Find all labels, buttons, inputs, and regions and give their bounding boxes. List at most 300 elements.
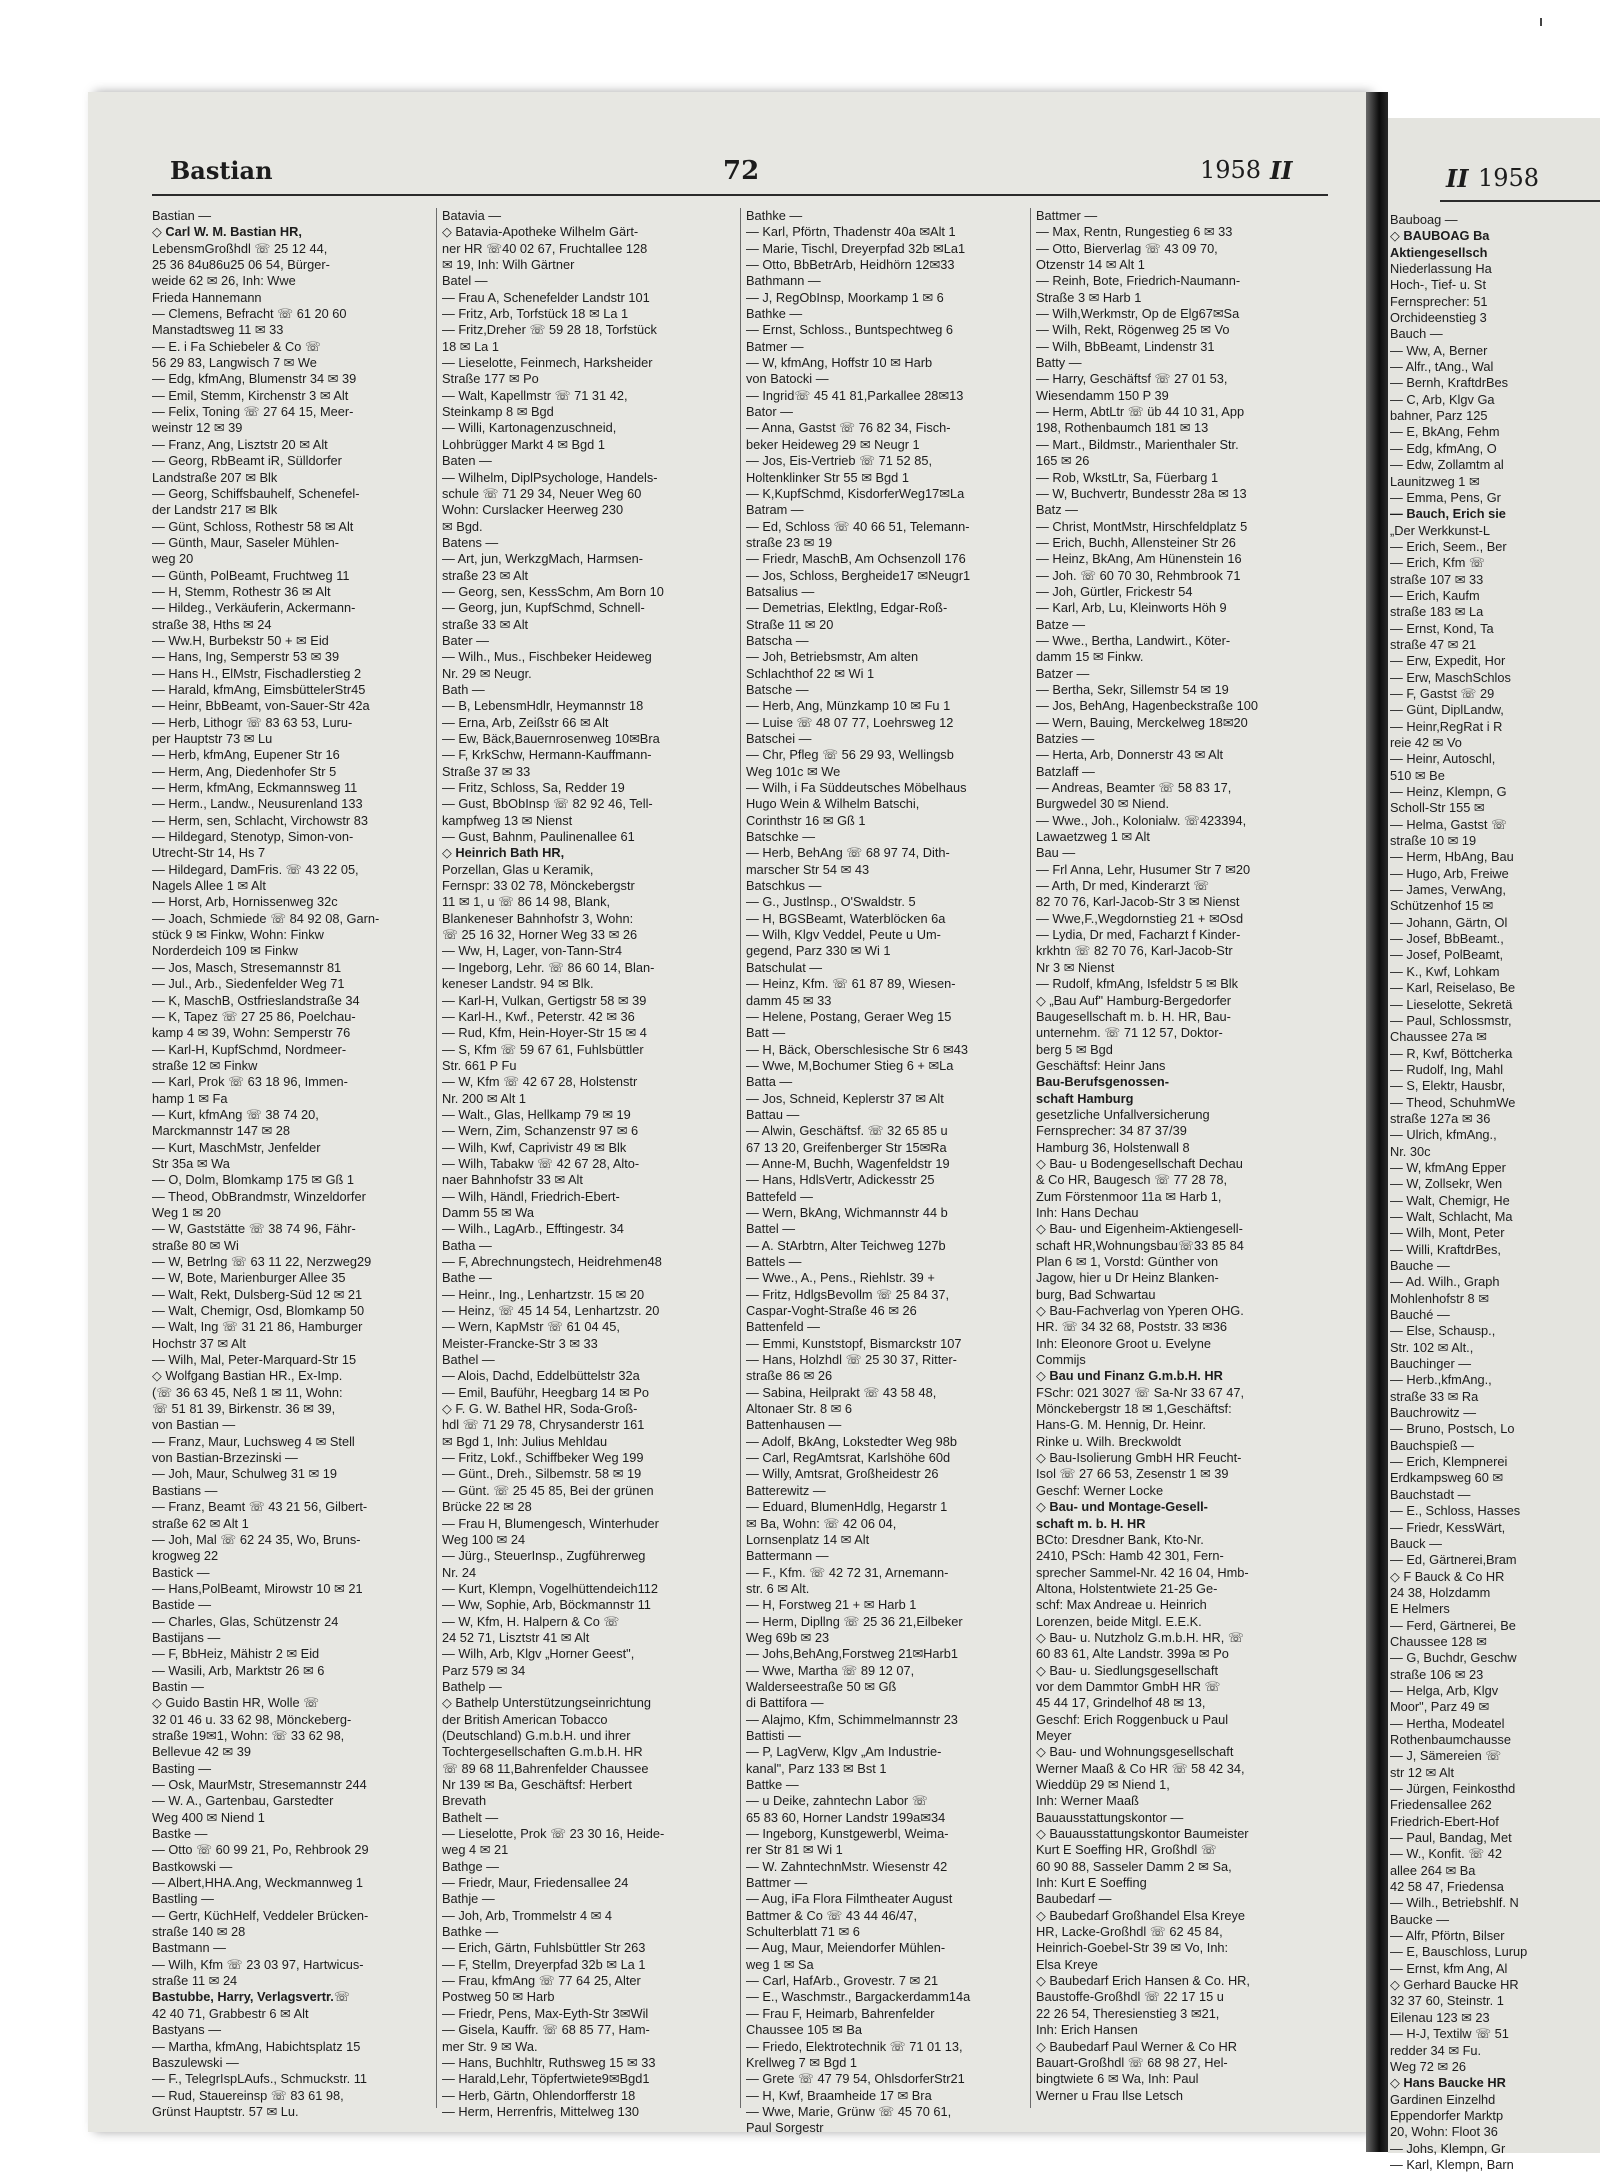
- directory-entry-line: ✉ Ba, Wohn: ☏ 42 06 04,: [746, 1515, 897, 1531]
- directory-entry-line: — Eduard, BlumenHdlg, Hegarstr 1: [746, 1499, 948, 1515]
- directory-entry-line: — Ingeborg, Kunstgewerbl, Weima-: [746, 1826, 949, 1842]
- directory-entry-line: Mohlenhofstr 8 ✉: [1390, 1290, 1489, 1306]
- directory-entry-line: Heinrich-Goebel-Str 39 ✉ Vo, Inh:: [1036, 1940, 1229, 1956]
- directory-entry-line: — S, Elektr, Hausbr,: [1390, 1078, 1506, 1094]
- directory-entry-line: — Bertha, Sekr, Sillemstr 54 ✉ 19: [1036, 681, 1229, 697]
- directory-entry-line: — W. A., Gartenbau, Garstedter: [152, 1793, 334, 1809]
- directory-entry-line: — Hildegard, DamFris. ☏ 43 22 05,: [152, 861, 359, 877]
- directory-entry-line: — Herb, BehAng ☏ 68 97 74, Dith-: [746, 845, 950, 861]
- directory-entry-line: — Jul., Arb., Siedenfelder Weg 71: [152, 976, 345, 992]
- directory-entry-line: — Fritz,Dreher ☏ 59 28 18, Torfstück: [442, 322, 657, 338]
- directory-entry-line: — F., TelegrIspLAufs., Schmuckstr. 11: [152, 2071, 368, 2087]
- directory-entry-line: 2410, PSch: Hamb 42 301, Fern-: [1036, 1548, 1224, 1564]
- directory-entry-line: 67 13 20, Greifenberger Str 15✉Ra: [746, 1139, 947, 1155]
- directory-entry-line: Krellweg 7 ✉ Bgd 1: [746, 2054, 858, 2070]
- directory-entry-line: — Wwe,F.,Wegdornstieg 21 + ✉Osd: [1036, 910, 1244, 926]
- directory-entry-line: Nr. 29 ✉ Neugr.: [442, 665, 532, 681]
- directory-entry-line: weg 20: [152, 551, 194, 567]
- directory-entry-line: — J, RegObInsp, Moorkamp 1 ✉ 6: [746, 289, 944, 305]
- directory-entry-line: — Jos, Masch, Stresemannstr 81: [152, 959, 342, 975]
- directory-entry-line: marscher Str 54 ✉ 43: [746, 861, 870, 877]
- directory-entry-line: kamp 4 ✉ 39, Wohn: Semperstr 76: [152, 1025, 351, 1041]
- directory-entry-line: Batschkus —: [746, 878, 822, 894]
- directory-entry-line: — Johs, Klempn, Gr: [1390, 2140, 1506, 2156]
- directory-entry-line: straße 106 ✉ 23: [1390, 1666, 1484, 1682]
- directory-entry-line: — Günt., Dreh., Silbemstr. 58 ✉ 19: [442, 1466, 642, 1482]
- directory-entry-line: — Heinz, Klempn, G: [1390, 784, 1507, 800]
- directory-entry-line: — W. ZahntechnMstr. Wiesenstr 42: [746, 1858, 948, 1874]
- directory-entry-line: Inh: Erich Hansen: [1036, 2022, 1138, 2038]
- directory-entry-line: — Otto, BbBetrArb, Heidhörn 12✉33: [746, 257, 955, 273]
- directory-entry-line: — Anne-M, Buchh, Wagenfeldstr 19: [746, 1155, 950, 1171]
- directory-entry-line: straße 12 ✉ Finkw: [152, 1057, 258, 1073]
- directory-entry-line: — Frau, kfmAng ☏ 77 64 25, Alter: [442, 1973, 641, 1989]
- directory-entry-line: — S, Kfm ☏ 59 67 61, Fuhlsbüttler: [442, 1041, 644, 1057]
- directory-entry-line: — Hildeg., Verkäuferin, Ackermann-: [152, 600, 356, 616]
- directory-entry-line: Bellevue 42 ✉ 39: [152, 1744, 251, 1760]
- directory-entry-line: — Hans, Ing, Semperstr 53 ✉ 39: [152, 649, 340, 665]
- directory-entry-line: 11 ✉ 1, u ☏ 86 14 98, Blank,: [442, 894, 611, 910]
- directory-entry-line: — Gisela, Kauffr. ☏ 68 85 77, Ham-: [442, 2022, 650, 2038]
- directory-entry-line: — K,KupfSchmd, KisdorferWeg17✉La: [746, 485, 965, 501]
- directory-entry-line: weg 4 ✉ 21: [442, 1842, 509, 1858]
- directory-entry-line: — Ingrid☏ 45 41 81,Parkallee 28✉13: [746, 387, 964, 403]
- directory-entry-line: ◇ Guido Bastin HR, Wolle ☏: [152, 1695, 320, 1711]
- directory-entry-line: Fernspr: 33 02 78, Mönckebergstr: [442, 878, 635, 894]
- directory-entry-line: Bauchstadt —: [1390, 1486, 1471, 1502]
- directory-entry-line: — Herb, Lithogr ☏ 83 63 53, Luru-: [152, 714, 353, 730]
- directory-entry-line: Battau —: [746, 1106, 800, 1122]
- directory-entry-line: Batha —: [442, 1237, 492, 1253]
- directory-entry-line: — H, Stemm, Rothestr 36 ✉ Alt: [152, 583, 331, 599]
- directory-entry-line: Grünst Hauptstr. 57 ✉ Lu.: [152, 2103, 299, 2119]
- directory-entry-line: — Ed, Schloss ☏ 40 66 51, Telemann-: [746, 518, 970, 534]
- directory-entry-line: bingtwiete 6 ✉ Wa, Inh: Paul: [1036, 2071, 1199, 2087]
- directory-entry-line: — Felix, Toning ☏ 27 64 15, Meer-: [152, 404, 354, 420]
- directory-entry-line: — Wwe, M,Bochumer Stieg 6 + ✉La: [746, 1057, 954, 1073]
- directory-entry-line: Bator —: [746, 404, 793, 420]
- directory-entry-line: Schulterblatt 71 ✉ 6: [746, 1924, 860, 1940]
- book-gutter: [1366, 92, 1388, 2152]
- directory-entry-line: — H, Bäck, Oberschlesische Str 6 ✉43: [746, 1041, 968, 1057]
- directory-entry-line: — Horst, Arb, Hornissenweg 32c: [152, 894, 338, 910]
- directory-entry-line: — Herta, Arb, Donnerstr 43 ✉ Alt: [1036, 747, 1224, 763]
- directory-entry-line: — Günt. ☏ 25 45 85, Bei der grünen: [442, 1482, 654, 1498]
- directory-entry-line: ◇ Heinrich Bath HR,: [442, 845, 565, 861]
- directory-entry-line: — Fritz, Lokf., Schiffbeker Weg 199: [442, 1450, 644, 1466]
- directory-entry-line: straße 38, Hths ✉ 24: [152, 616, 272, 632]
- directory-entry-line: Altona, Holstentwiete 21-25 Ge-: [1036, 1580, 1218, 1596]
- directory-entry-line: — Wilh, Kwf, Caprivistr 49 ✉ Blk: [442, 1139, 627, 1155]
- directory-entry-line: — F, Abrechnungstech, Heidrehmen48: [442, 1254, 662, 1269]
- directory-entry-line: (Deutschland) G.m.b.H. und ihrer: [442, 1727, 631, 1743]
- directory-entry-line: Bathe —: [442, 1270, 492, 1286]
- directory-entry-line: ◇ Hans Baucke HR: [1390, 2075, 1506, 2091]
- directory-entry-line: schule ☏ 71 29 34, Neuer Weg 60: [442, 485, 642, 501]
- directory-entry-line: — Lieselotte, Sekretä: [1390, 996, 1513, 1012]
- directory-entry-line: — Heinz, BkAng, Am Hünenstein 16: [1036, 551, 1242, 567]
- directory-entry-line: 510 ✉ Be: [1390, 767, 1445, 783]
- directory-entry-line: — Carl, RegAmtsrat, Karlshöhe 60d: [746, 1450, 951, 1466]
- directory-entry-line: — Wilh., Betriebshlf. N: [1390, 1895, 1519, 1911]
- directory-entry-line: — C, Arb, Klgv Ga: [1390, 391, 1495, 407]
- directory-entry-line: Battel —: [746, 1221, 796, 1237]
- directory-entry-line: Commijs: [1036, 1352, 1086, 1368]
- directory-entry-line: 65 83 60, Horner Landstr 199a✉34: [746, 1809, 946, 1825]
- directory-entry-line: — F, Gastst ☏ 29: [1390, 685, 1495, 701]
- directory-entry-line: — Heinz, ☏ 45 14 54, Lenhartzstr. 20: [442, 1303, 660, 1319]
- directory-entry-line: — Aug, Maur, Meiendorfer Mühlen-: [746, 1940, 946, 1956]
- right-header-rule: [1440, 200, 1600, 202]
- directory-entry-line: stück 9 ✉ Finkw, Wohn: Finkw: [152, 927, 324, 943]
- directory-entry-line: — Walt., Glas, Hellkamp 79 ✉ 19: [442, 1106, 631, 1122]
- directory-entry-line: — Günth, Maur, Saseler Mühlen-: [152, 534, 340, 550]
- directory-entry-line: ◇ Bauausstattungskontor Baumeister: [1036, 1826, 1249, 1842]
- directory-entry-line: — Erw, MaschSchlos: [1390, 669, 1511, 685]
- directory-entry-line: reie 42 ✉ Vo: [1390, 735, 1462, 750]
- directory-entry-line: — Georg, Schiffsbauhelf, Schenefel-: [152, 485, 360, 501]
- directory-entry-line: berg 5 ✉ Bgd: [1036, 1041, 1113, 1057]
- directory-entry-line: ☏ 51 81 39, Birkenstr. 36 ✉ 39,: [152, 1401, 336, 1417]
- column-divider: [436, 208, 437, 2108]
- directory-entry-line: Moor", Parz 49 ✉: [1390, 1699, 1490, 1715]
- directory-entry-line: sprecher Sammel-Nr. 42 16 04, Hmb-: [1036, 1564, 1249, 1580]
- directory-entry-line: — W, Kfm, H. Halpern & Co ☏: [442, 1613, 620, 1629]
- directory-entry-line: — Willy, Amtsrat, Großheidestr 26: [746, 1466, 939, 1482]
- directory-entry-line: — Josef, PolBeamt,: [1390, 947, 1504, 963]
- directory-entry-line: ◇ Bau und Finanz G.m.b.H. HR: [1036, 1368, 1223, 1384]
- directory-entry-line: — Karl, Klempn, Barn: [1390, 2156, 1514, 2172]
- directory-entry-line: Utrecht-Str 14, Hs 7: [152, 845, 266, 861]
- directory-entry-line: — Heinz, Kfm. ☏ 61 87 89, Wiesen-: [746, 976, 956, 992]
- directory-entry-line: Bastijans —: [152, 1629, 221, 1645]
- directory-entry-line: Bathke —: [442, 1924, 499, 1940]
- directory-entry-line: Damm 55 ✉ Wa: [442, 1204, 535, 1220]
- directory-entry-line: — Erich, Kfm ☏: [1390, 555, 1485, 571]
- directory-entry-line: Elsa Kreye: [1036, 1956, 1098, 1972]
- directory-entry-line: Weg 400 ✉ Niend 1: [152, 1809, 265, 1825]
- directory-entry-line: Bathmann —: [746, 273, 821, 289]
- directory-entry-line: straße 140 ✉ 28: [152, 1924, 246, 1940]
- directory-entry-line: Str. 661 P Fu: [442, 1057, 517, 1073]
- directory-entry-line: Str. 102 ✉ Alt.,: [1390, 1339, 1474, 1355]
- directory-entry-line: — Helene, Postang, Geraer Weg 15: [746, 1008, 952, 1024]
- directory-entry-line: — Edg, kfmAng, O: [1390, 440, 1497, 456]
- directory-entry-line: E Helmers: [1390, 1601, 1450, 1617]
- directory-entry-line: Marckmannstr 147 ✉ 28: [152, 1123, 291, 1139]
- directory-entry-line: Fernsprecher: 51: [1390, 293, 1488, 309]
- directory-entry-line: Caspar-Voght-Straße 46 ✉ 26: [746, 1303, 917, 1319]
- directory-entry-line: weide 62 ✉ 26, Inh: Wwe: [152, 273, 296, 289]
- directory-entry-line: — Else, Schausp.,: [1390, 1323, 1496, 1339]
- directory-entry-line: Bau-Berufsgenossen-: [1036, 1074, 1169, 1090]
- directory-entry-line: — Clemens, Befracht ☏ 61 20 60: [152, 306, 347, 322]
- directory-entry-line: — Jos, Schneid, Keplerstr 37 ✉ Alt: [746, 1090, 944, 1106]
- directory-entry-line: Lornsenplatz 14 ✉ Alt: [746, 1531, 870, 1547]
- directory-entry-line: straße 86 ✉ 26: [746, 1368, 833, 1384]
- directory-entry-line: Batavia —: [442, 208, 502, 223]
- directory-entry-line: Rinke u. Wilh. Breckwoldt: [1036, 1433, 1182, 1449]
- directory-entry-line: — Willi, KraftdrBes,: [1390, 1241, 1501, 1257]
- directory-entry-line: — Harald, kfmAng, EimsbüttelerStr45: [152, 681, 366, 697]
- directory-entry-line: — Herm., Landw., Neusurenland 133: [152, 796, 363, 812]
- header-year: 1958: [1200, 156, 1262, 184]
- directory-entry-line: — Joh. ☏ 60 70 30, Rehmbrook 71: [1036, 567, 1241, 583]
- directory-entry-line: von Batocki —: [746, 371, 829, 387]
- directory-entry-line: — Martha, kfmAng, Habichtsplatz 15: [152, 2038, 361, 2054]
- directory-entry-line: Chaussee 128 ✉: [1390, 1633, 1487, 1649]
- directory-entry-line: straße 19✉1, Wohn: ☏ 33 62 98,: [152, 1727, 345, 1743]
- directory-entry-line: Frieda Hannemann: [152, 289, 262, 305]
- directory-entry-line: — Karl-H., Kwf., Peterstr. 42 ✉ 36: [442, 1008, 635, 1024]
- directory-entry-line: — Günt, Schloss, Rothestr 58 ✉ Alt: [152, 518, 354, 534]
- directory-entry-line: Batschei —: [746, 731, 812, 746]
- directory-entry-line: 82 70 76, Karl-Jacob-Str 3 ✉ Nienst: [1036, 894, 1240, 910]
- directory-entry-line: ◇ Bau- und Wohnungsgesellschaft: [1036, 1744, 1234, 1760]
- directory-entry-line: — Wilh., Mus., Fischbeker Heideweg: [442, 649, 652, 665]
- directory-entry-line: — Max, Rentn, Rungestieg 6 ✉ 33: [1036, 224, 1233, 240]
- directory-entry-line: — Erw, Expedit, Hor: [1390, 653, 1506, 669]
- directory-entry-line: Inh: Kurt E Soeffing: [1036, 1875, 1147, 1891]
- entry-column-4: [1036, 208, 1304, 2113]
- directory-entry-line: — Frau A, Schenefelder Landstr 101: [442, 289, 650, 305]
- directory-entry-line: — Jos, Schloss, Bergheide17 ✉Neugr1: [746, 567, 971, 583]
- directory-entry-line: — W, kfmAng, Hoffstr 10 ✉ Harb: [746, 355, 933, 371]
- right-header-part: II: [1446, 164, 1469, 193]
- directory-entry-line: Battefeld —: [746, 1188, 813, 1204]
- directory-entry-line: Battmer —: [1036, 208, 1098, 223]
- directory-entry-line: — Emma, Pens, Gr: [1390, 489, 1501, 505]
- directory-entry-line: ◇ BAUBOAG Ba: [1390, 228, 1490, 244]
- directory-entry-line: Battels —: [746, 1254, 802, 1269]
- directory-entry-line: 42 40 71, Grabbestr 6 ✉ Alt: [152, 2005, 309, 2021]
- directory-entry-line: — Karl, Prok ☏ 63 18 96, Immen-: [152, 1074, 348, 1090]
- directory-entry-line: — Karl-H, KupfSchmd, Nordmeer-: [152, 1041, 347, 1057]
- directory-entry-line: 24 38, Holzdamm: [1390, 1584, 1491, 1600]
- directory-entry-line: Straße 37 ✉ 33: [442, 763, 531, 779]
- directory-entry-line: Hans-G. M. Hennig, Dr. Heinr.: [1036, 1417, 1206, 1433]
- directory-entry-line: Inh: Hans Dechau: [1036, 1204, 1139, 1220]
- directory-entry-line: — Hans, Holzhdl ☏ 25 30 37, Ritter-: [746, 1352, 957, 1368]
- directory-entry-line: — Mart., Bildmstr., Marienthaler Str.: [1036, 436, 1239, 452]
- directory-entry-line: — H, BGSBeamt, Waterblöcken 6a: [746, 910, 946, 926]
- directory-entry-line: Wieddüp 29 ✉ Niend 1,: [1036, 1777, 1170, 1792]
- directory-entry-line: — Lydia, Dr med, Facharzt f Kinder-: [1036, 927, 1241, 943]
- directory-entry-line: Parz 579 ✉ 34: [442, 1662, 526, 1678]
- directory-entry-line: — Georg, sen, KessSchm, Am Born 10: [442, 583, 664, 599]
- directory-entry-line: ◇ Bathelp Unterstützungseinrichtung: [442, 1695, 652, 1711]
- directory-entry-line: Geschf: Erich Roggenbuck u Paul: [1036, 1711, 1229, 1727]
- directory-entry-line: ◇ Carl W. M. Bastian HR,: [152, 224, 302, 240]
- directory-entry-line: — Joh, Arb, Trommelstr 4 ✉ 4: [442, 1907, 613, 1923]
- directory-entry-line: BCto: Dresdner Bank, Kto-Nr.: [1036, 1531, 1204, 1547]
- directory-entry-line: — Carl, HafArb., Grovestr. 7 ✉ 21: [746, 1973, 939, 1989]
- directory-entry-line: — Alois, Dachd, Eddelbüttelstr 32a: [442, 1368, 640, 1384]
- directory-entry-line: — Fritz, HdlgsBevollm ☏ 25 84 37,: [746, 1286, 950, 1302]
- directory-entry-line: LebensmGroßhdl ☏ 25 12 44,: [152, 240, 328, 256]
- directory-entry-line: — Herb, Gärtn, Ohlendorfferstr 18: [442, 2087, 636, 2103]
- directory-entry-line: Rothenbaumchausse: [1390, 1731, 1511, 1747]
- directory-entry-line: — F, Stellm, Dreyerpfad 32b ✉ La 1: [442, 1956, 646, 1972]
- directory-entry-line: — Rob, WkstLtr, Sa, Füerbarg 1: [1036, 469, 1219, 485]
- directory-entry-line: Batschulat —: [746, 959, 823, 975]
- directory-entry-line: — Wilh., LagArb., Efftingestr. 34: [442, 1221, 624, 1237]
- directory-entry-line: — Hans, Buchhltr, Ruthsweg 15 ✉ 33: [442, 2054, 656, 2070]
- directory-entry-line: Altonaer Str. 8 ✉ 6: [746, 1401, 853, 1417]
- directory-entry-line: Launitzweg 1 ✉: [1390, 473, 1480, 489]
- directory-entry-line: Basting —: [152, 1760, 212, 1776]
- directory-entry-line: Baucke —: [1390, 1911, 1450, 1927]
- directory-entry-line: damm 15 ✉ Finkw.: [1036, 649, 1144, 665]
- directory-entry-line: — Gertr, KüchHelf, Veddeler Brücken-: [152, 1907, 369, 1923]
- directory-entry-line: straße 23 ✉ 19: [746, 534, 833, 550]
- directory-entry-line: Bathje —: [442, 1891, 495, 1907]
- directory-entry-line: Batt —: [746, 1025, 786, 1041]
- directory-entry-line: Batzlaff —: [1036, 763, 1095, 779]
- directory-entry-line: — Ulrich, kfmAng.,: [1390, 1127, 1497, 1143]
- directory-entry-line: — Helga, Arb, Klgv: [1390, 1682, 1499, 1698]
- directory-entry-line: Battenfeld —: [746, 1319, 820, 1335]
- directory-entry-line: — Otto, Bierverlag ☏ 43 09 70,: [1036, 240, 1218, 256]
- directory-entry-line: schf: Max Andreae u. Heinrich: [1036, 1597, 1207, 1613]
- directory-entry-line: — Adolf, BkAng, Lokstedter Weg 98b: [746, 1433, 958, 1449]
- directory-entry-line: ☏ 89 68 11,Bahrenfelder Chaussee: [442, 1760, 649, 1776]
- directory-entry-line: Batens —: [442, 534, 499, 550]
- directory-entry-line: von Bastian —: [152, 1417, 236, 1433]
- directory-entry-line: — Hugo, Arb, Freiwe: [1390, 865, 1509, 881]
- directory-entry-line: — Rudolf, kfmAng, Isfeldstr 5 ✉ Blk: [1036, 976, 1239, 992]
- directory-entry-line: — Wwe., Joh., Kolonialw. ☏423394,: [1036, 812, 1247, 828]
- directory-entry-line: Bastyans —: [152, 2022, 221, 2038]
- directory-entry-line: Manstadtsweg 11 ✉ 33: [152, 322, 284, 338]
- directory-entry-line: — Heinr,RegRat i R: [1390, 718, 1503, 734]
- directory-entry-line: Baubedarf —: [1036, 1891, 1112, 1907]
- directory-entry-line: — Wilh, BbBeamt, Lindenstr 31: [1036, 338, 1215, 354]
- directory-entry-line: — W., Konfit. ☏ 42: [1390, 1846, 1503, 1862]
- directory-entry-line: ◇ F. G. W. Bathel HR, Soda-Groß-: [442, 1401, 638, 1417]
- directory-entry-line: — Anna, Gastst ☏ 76 82 34, Fisch-: [746, 420, 951, 436]
- directory-entry-line: Landstraße 207 ✉ Blk: [152, 469, 278, 485]
- directory-entry-line: — Wern, Bauing, Merckelweg 18✉20: [1036, 714, 1248, 730]
- directory-entry-line: — Kurt, MaschMstr, Jenfelder: [152, 1139, 321, 1155]
- directory-entry-line: — Hans H., ElMstr, Fischadlerstieg 2: [152, 665, 362, 681]
- directory-entry-line: — A. StArbtrn, Alter Teichweg 127b: [746, 1237, 946, 1253]
- directory-entry-line: Fernsprecher: 34 87 37/39: [1036, 1123, 1187, 1139]
- directory-entry-line: ◇ Bau- u. Nutzholz G.m.b.H. HR, ☏: [1036, 1629, 1244, 1645]
- directory-entry-line: — Karl-H, Vulkan, Gertigstr 58 ✉ 39: [442, 992, 647, 1008]
- directory-entry-line: Otzenstr 14 ✉ Alt 1: [1036, 257, 1145, 273]
- directory-entry-line: — Ew, Bäck,Bauernrosenweg 10✉Bra: [442, 731, 660, 746]
- directory-entry-line: straße 11 ✉ 24: [152, 1973, 238, 1989]
- directory-entry-line: ◇ Bau- und Montage-Gesell-: [1036, 1499, 1208, 1515]
- directory-entry-line: — Karl, Pförtn, Thadenstr 40a ✉Alt 1: [746, 224, 956, 240]
- directory-entry-line: — Wilh, Rekt, Rögenweg 25 ✉ Vo: [1036, 322, 1230, 338]
- directory-entry-line: Postweg 50 ✉ Harb: [442, 1989, 555, 2005]
- directory-entry-line: 32 01 46 u. 33 62 98, Mönckeberg-: [152, 1711, 352, 1727]
- directory-entry-line: Inh: Werner Maaß: [1036, 1793, 1139, 1809]
- directory-entry-line: — Harald,Lehr, Töpfertwiete9✉Bgd1: [442, 2071, 650, 2087]
- directory-entry-line: Bauchspieß —: [1390, 1437, 1474, 1453]
- directory-entry-line: Orchideenstieg 3: [1390, 310, 1487, 326]
- directory-entry-line: — Herm, Herrenfris, Mittelweg 130: [442, 2103, 639, 2119]
- directory-entry-line: — Gust, BbObInsp ☏ 82 92 46, Tell-: [442, 796, 653, 812]
- directory-entry-line: weinstr 12 ✉ 39: [152, 420, 243, 436]
- directory-entry-line: — Heinr, BbBeamt, von-Sauer-Str 42a: [152, 698, 370, 714]
- directory-entry-line: der British American Tobacco: [442, 1711, 608, 1727]
- directory-entry-line: — G, Buchdr, Geschw: [1390, 1650, 1517, 1666]
- directory-entry-line: straße 33 ✉ Ra: [1390, 1388, 1479, 1404]
- directory-entry-line: Batel —: [442, 273, 488, 289]
- directory-entry-line: — Rud, Kfm, Hein-Hoyer-Str 15 ✉ 4: [442, 1025, 647, 1041]
- directory-entry-line: — Georg, RbBeamt iR, Sülldorfer: [152, 453, 342, 469]
- directory-entry-line: kampfweg 13 ✉ Nienst: [442, 812, 573, 828]
- directory-entry-line: Werner u Frau Ilse Letsch: [1036, 2087, 1183, 2103]
- directory-entry-line: rer Str 81 ✉ Wi 1: [746, 1842, 843, 1858]
- directory-entry-line: — Ferd, Gärtnerei, Be: [1390, 1617, 1516, 1633]
- directory-entry-line: — H, Forstweg 21 + ✉ Harb 1: [746, 1597, 917, 1613]
- directory-entry-line: — Theod, SchuhmWe: [1390, 1094, 1516, 1110]
- directory-entry-line: 198, Rothenbaumch 181 ✉ 13: [1036, 420, 1209, 436]
- directory-entry-line: — Ww, Sophie, Arb, Böckmannstr 11: [442, 1597, 651, 1613]
- directory-entry-line: Nr. 30c: [1390, 1143, 1431, 1159]
- directory-entry-line: straße 47 ✉ 21: [1390, 636, 1477, 652]
- directory-entry-line: Bastubbe, Harry, Verlagsvertr.☏: [152, 1989, 350, 2005]
- directory-entry-line: — Fritz, Schloss, Sa, Redder 19: [442, 780, 625, 796]
- directory-entry-line: Batram —: [746, 502, 804, 518]
- directory-entry-line: — Otto ☏ 60 99 21, Po, Rehbrook 29: [152, 1842, 369, 1858]
- directory-entry-line: — Friedr, KessWärt,: [1390, 1519, 1506, 1535]
- directory-entry-line: — Wern, BkAng, Wichmannstr 44 b: [746, 1204, 948, 1220]
- directory-entry-line: Nr. 200 ✉ Alt 1: [442, 1090, 526, 1106]
- directory-entry-line: Bauche —: [1390, 1258, 1450, 1273]
- directory-entry-line: — E, Bauschloss, Lurup: [1390, 1944, 1528, 1960]
- directory-entry-line: — Chr, Pfleg ☏ 56 29 93, Wellingsb: [746, 747, 954, 763]
- directory-entry-line: ◇ Baubedarf Paul Werner & Co HR: [1036, 2038, 1237, 2054]
- directory-entry-line: ◇ Bau- u. Siedlungsgesellschaft: [1036, 1662, 1218, 1678]
- directory-entry-line: 56 29 83, Langwisch 7 ✉ We: [152, 355, 317, 371]
- directory-entry-line: — K, MaschB, Ostfrieslandstraße 34: [152, 992, 360, 1008]
- directory-entry-line: Bauchrowitz —: [1390, 1405, 1477, 1421]
- directory-entry-line: Batzer —: [1036, 665, 1090, 681]
- directory-entry-line: Baten —: [442, 453, 492, 469]
- directory-entry-line: Baustoffe-Großhdl ☏ 22 17 15 u: [1036, 1989, 1224, 2005]
- directory-entry-line: Schützenhof 15 ✉: [1390, 898, 1494, 914]
- directory-entry-line: mer Str. 9 ✉ Wa.: [442, 2038, 538, 2054]
- directory-entry-line: — P, LagVerw, Klgv „Am Industrie-: [746, 1744, 942, 1760]
- directory-entry-line: FSchr: 021 3027 ☏ Sa-Nr 33 67 47,: [1036, 1384, 1245, 1400]
- directory-entry-line: — u Deike, zahntechn Labor ☏: [746, 1793, 928, 1809]
- directory-entry-line: 25 36 84u86u25 06 54, Bürger-: [152, 257, 330, 273]
- directory-entry-line: — Lieselotte, Feinmech, Harksheider: [442, 355, 653, 371]
- directory-entry-line: ◇ „Bau Auf" Hamburg-Bergedorfer: [1036, 992, 1232, 1008]
- directory-entry-line: di Battifora —: [746, 1695, 824, 1711]
- header-rule: [152, 194, 1328, 196]
- directory-entry-line: — Rudolf, Ing, Mahl: [1390, 1061, 1504, 1077]
- directory-entry-line: — Frau H, Blumengesch, Winterhuder: [442, 1515, 659, 1531]
- directory-entry-line: schaft m. b. H. HR: [1036, 1515, 1146, 1531]
- directory-entry-line: — E., Schloss, Hasses: [1390, 1503, 1521, 1519]
- directory-entry-line: & Co HR, Baugesch ☏ 77 28 78,: [1036, 1172, 1227, 1188]
- directory-entry-line: Battisti —: [746, 1727, 801, 1743]
- directory-entry-line: Bau —: [1036, 845, 1076, 861]
- directory-entry-line: Batz —: [1036, 502, 1078, 518]
- right-header-year: 1958: [1478, 164, 1540, 192]
- directory-entry-line: Porzellan, Glas u Keramik,: [442, 861, 594, 877]
- directory-entry-line: — Walt, Kapellmstr ☏ 71 31 42,: [442, 387, 628, 403]
- directory-entry-line: — Art, jun, WerkzgMach, Harmsen-: [442, 551, 644, 567]
- directory-entry-line: Str 35a ✉ Wa: [152, 1155, 230, 1171]
- directory-entry-line: — Wwe., Bertha, Landwirt., Köter-: [1036, 632, 1231, 648]
